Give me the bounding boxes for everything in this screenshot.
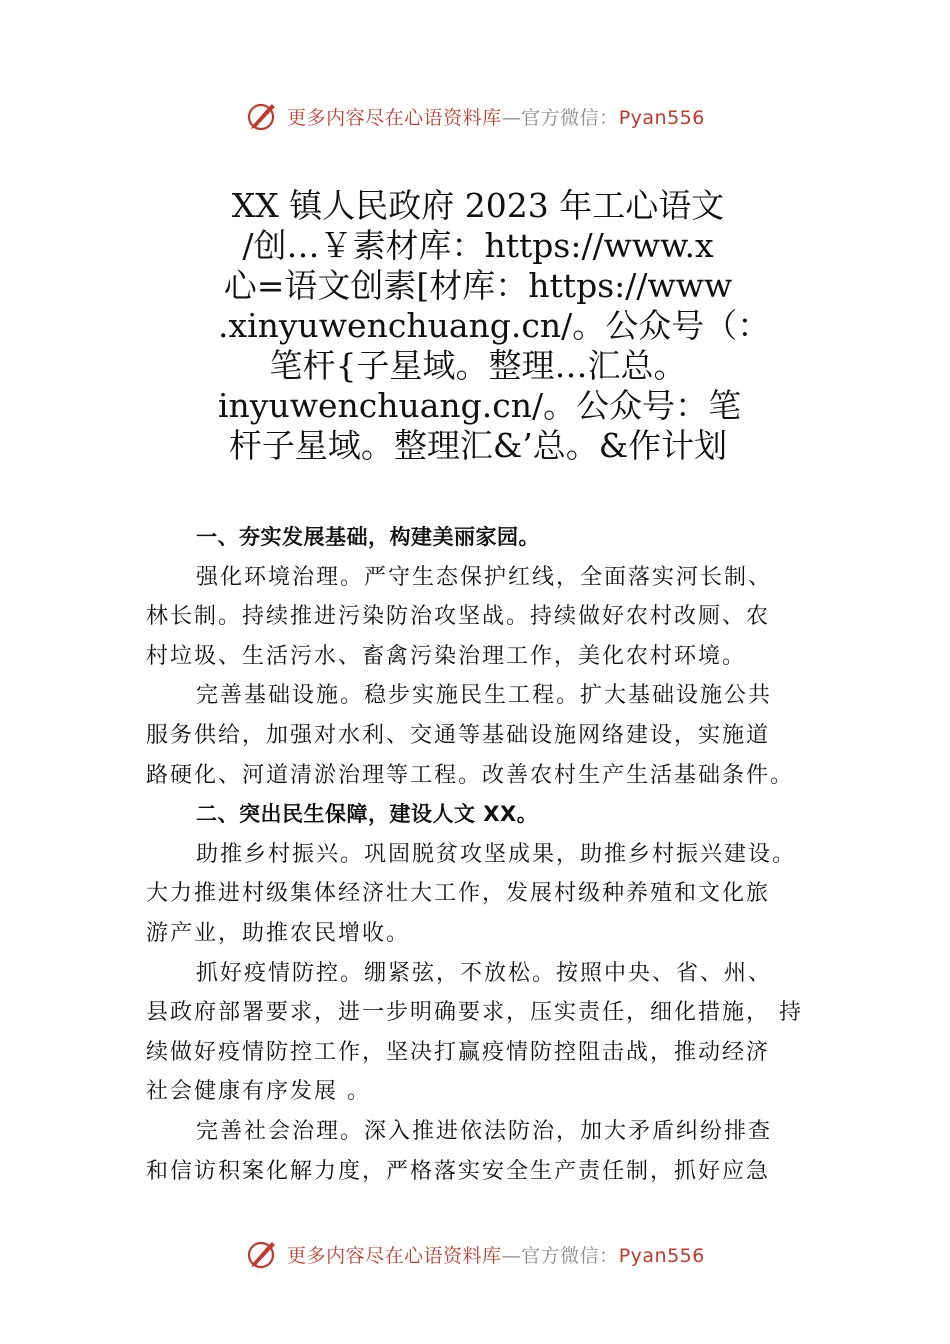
pen-logo-icon (245, 1236, 281, 1272)
document-body (146, 518, 818, 1191)
pen-logo-icon (245, 98, 281, 134)
title-line: inyuwenchuang.cn/。公众号：笔 (218, 386, 742, 425)
footer-banner (0, 1234, 950, 1274)
title-line: /创…￥素材库：https://www.x (242, 226, 714, 265)
body-line: 完善基础设施。稳步实施民生工程。扩大基础设施公共 (196, 683, 773, 709)
body-line: 路硬化、河道清淤治理等工程。改善农村生产生活基础条件。 (146, 762, 795, 788)
banner-text (287, 1241, 705, 1268)
body-line: 县政府部署要求，进一步明确要求，压实责任，细化措施， 持 (146, 1000, 803, 1026)
header-banner (0, 96, 950, 136)
title-line: .xinyuwenchuang.cn/。公众号（： (218, 306, 771, 345)
banner-wechat-id: Pyan556 (618, 106, 705, 129)
body-line: 社会健康有序发展 。 (146, 1079, 371, 1105)
title-line: XX 镇人民政府 2023 年工心语文 (231, 186, 725, 225)
body-line: 助推乡村振兴。巩固脱贫攻坚成果，助推乡村振兴建设。 (196, 841, 797, 867)
banner-wechat-id: Pyan556 (618, 1244, 705, 1267)
body-line: 抓好疫情防控。绷紧弦，不放松。按照中央、省、州、 (196, 960, 773, 986)
document-title (218, 186, 771, 466)
title-line: 心=语文创素[材库：https://www (223, 266, 733, 305)
body-line: 林长制。持续推进污染防治攻坚战。持续做好农村改厕、农 (146, 604, 771, 630)
banner-separator-text: —官方微信： (501, 106, 619, 129)
section-heading: 二、突出民生保障，建设人文 XX。 (196, 802, 539, 827)
body-line: 村垃圾、生活污水、畜禽污染治理工作，美化农村环境。 (146, 643, 747, 669)
body-line: 服务供给，加强对水利、交通等基础设施网络建设，实施道 (146, 722, 771, 748)
banner-main-text: 更多内容尽在心语资料库 (287, 106, 502, 129)
body-line: 游产业，助推农民增收。 (146, 920, 411, 946)
banner-main-text: 更多内容尽在心语资料库 (287, 1244, 502, 1267)
banner-separator-text: —官方微信： (501, 1244, 619, 1267)
banner-text (287, 103, 705, 130)
section-heading: 一、夯实发展基础，构建美丽家园。 (196, 525, 540, 549)
body-line: 强化环境治理。严守生态保护红线，全面落实河长制、 (196, 564, 773, 590)
body-line: 和信访积案化解力度，严格落实安全生产责任制，抓好应急 (146, 1158, 771, 1184)
title-line: 笔杆{子星域。整理…汇总。 (269, 346, 687, 385)
title-line: 杆子星域。整理汇&’总。&作计划 (228, 426, 728, 465)
body-line: 大力推进村级集体经济壮大工作，发展村级种养殖和文化旅 (146, 881, 771, 907)
body-line: 续做好疫情防控工作，坚决打赢疫情防控阻击战，推动经济 (146, 1039, 771, 1065)
body-line: 完善社会治理。深入推进依法防治，加大矛盾纠纷排查 (196, 1118, 773, 1144)
